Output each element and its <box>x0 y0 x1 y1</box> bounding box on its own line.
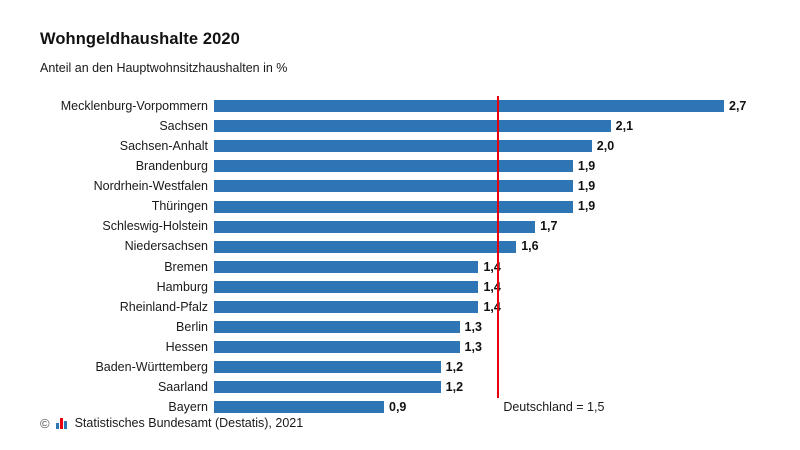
bar <box>214 100 724 112</box>
bar <box>214 241 516 253</box>
bar-value-label: 2,1 <box>615 118 634 133</box>
bar-value-label: 1,6 <box>521 239 539 254</box>
bar-value-label: 2,7 <box>729 98 747 113</box>
bar-area <box>214 297 760 317</box>
category-label: Brandenburg <box>135 159 208 174</box>
copyright-icon: © <box>40 415 50 431</box>
bar-area <box>214 337 760 357</box>
category-label: Hamburg <box>156 279 208 294</box>
bar-row <box>40 317 760 337</box>
bar-area <box>214 257 760 277</box>
bar-row <box>40 357 760 377</box>
bar-area <box>214 176 760 196</box>
bar-area <box>214 156 760 176</box>
bar-area <box>214 277 760 297</box>
bar-area <box>214 377 760 397</box>
bar-value-label: 1,4 <box>483 299 501 314</box>
bar-row <box>40 377 760 397</box>
category-label: Schleswig-Holstein <box>102 219 208 234</box>
source-note <box>40 416 303 430</box>
bar <box>214 301 478 313</box>
bar-area <box>214 217 760 237</box>
bar <box>214 261 478 273</box>
category-label: Sachsen <box>159 118 208 133</box>
bar-row <box>40 116 760 136</box>
bar-row <box>40 297 760 317</box>
bar-area <box>214 196 760 216</box>
destatis-logo-icon <box>55 416 70 430</box>
bar-chart-plot <box>40 96 760 415</box>
bar <box>214 180 573 192</box>
source-text: Statistisches Bundesamt (Destatis), 2021 <box>74 416 304 430</box>
bar <box>214 201 573 213</box>
bar <box>214 221 535 233</box>
bar <box>214 140 592 152</box>
bar-value-label: 1,3 <box>464 319 482 334</box>
bar-rows <box>40 96 760 418</box>
bar <box>214 160 573 172</box>
bar-row <box>40 176 760 196</box>
bar-value-label: 1,4 <box>483 259 501 274</box>
bar-value-label: 1,9 <box>577 179 596 194</box>
bar-value-label: 1,2 <box>445 360 464 375</box>
reference-line-label: Deutschland = 1,5 <box>503 399 605 414</box>
chart-title: Wohngeldhaushalte 2020 <box>40 30 240 48</box>
bar-value-label: 1,4 <box>483 279 501 294</box>
bar-value-label: 0,9 <box>389 400 407 415</box>
bar <box>214 361 441 373</box>
category-label: Mecklenburg-Vorpommern <box>60 98 208 113</box>
category-label: Baden-Württemberg <box>95 360 208 375</box>
category-label: Rheinland-Pfalz <box>119 299 208 314</box>
bar <box>214 281 478 293</box>
category-label: Niedersachsen <box>124 239 208 254</box>
category-label: Saarland <box>157 380 208 395</box>
bar-row <box>40 337 760 357</box>
bar-value-label: 1,3 <box>464 339 482 354</box>
bar-area <box>214 317 760 337</box>
bar <box>214 401 384 413</box>
bar <box>214 321 460 333</box>
category-label: Nordrhein-Westfalen <box>93 179 208 194</box>
category-label: Bayern <box>168 400 208 415</box>
bar-value-label: 1,9 <box>577 159 596 174</box>
bar-row <box>40 96 760 116</box>
bar-area <box>214 357 760 377</box>
bar-row <box>40 196 760 216</box>
bar-value-label: 2,0 <box>596 138 615 153</box>
bar-row <box>40 277 760 297</box>
category-label: Berlin <box>176 319 208 334</box>
bar <box>214 341 460 353</box>
bar-area <box>214 397 760 417</box>
bar-value-label: 1,7 <box>540 219 558 234</box>
bar-row <box>40 156 760 176</box>
bar-area <box>214 96 760 116</box>
bar <box>214 381 441 393</box>
bar-value-label: 1,2 <box>445 380 464 395</box>
bar <box>214 120 611 132</box>
bar-row <box>40 136 760 156</box>
category-label: Thüringen <box>151 199 208 214</box>
category-label: Hessen <box>165 339 208 354</box>
bar-row <box>40 237 760 257</box>
bar-row <box>40 257 760 277</box>
chart-subtitle: Anteil an den Hauptwohnsitzhaushalten in % <box>40 61 288 75</box>
category-label: Sachsen-Anhalt <box>119 138 208 153</box>
category-label: Bremen <box>164 259 208 274</box>
bar-area <box>214 136 760 156</box>
bar-area <box>214 116 760 136</box>
bar-value-label: 1,9 <box>577 199 596 214</box>
bar-row <box>40 217 760 237</box>
bar-row <box>40 397 760 417</box>
bar-area <box>214 237 760 257</box>
